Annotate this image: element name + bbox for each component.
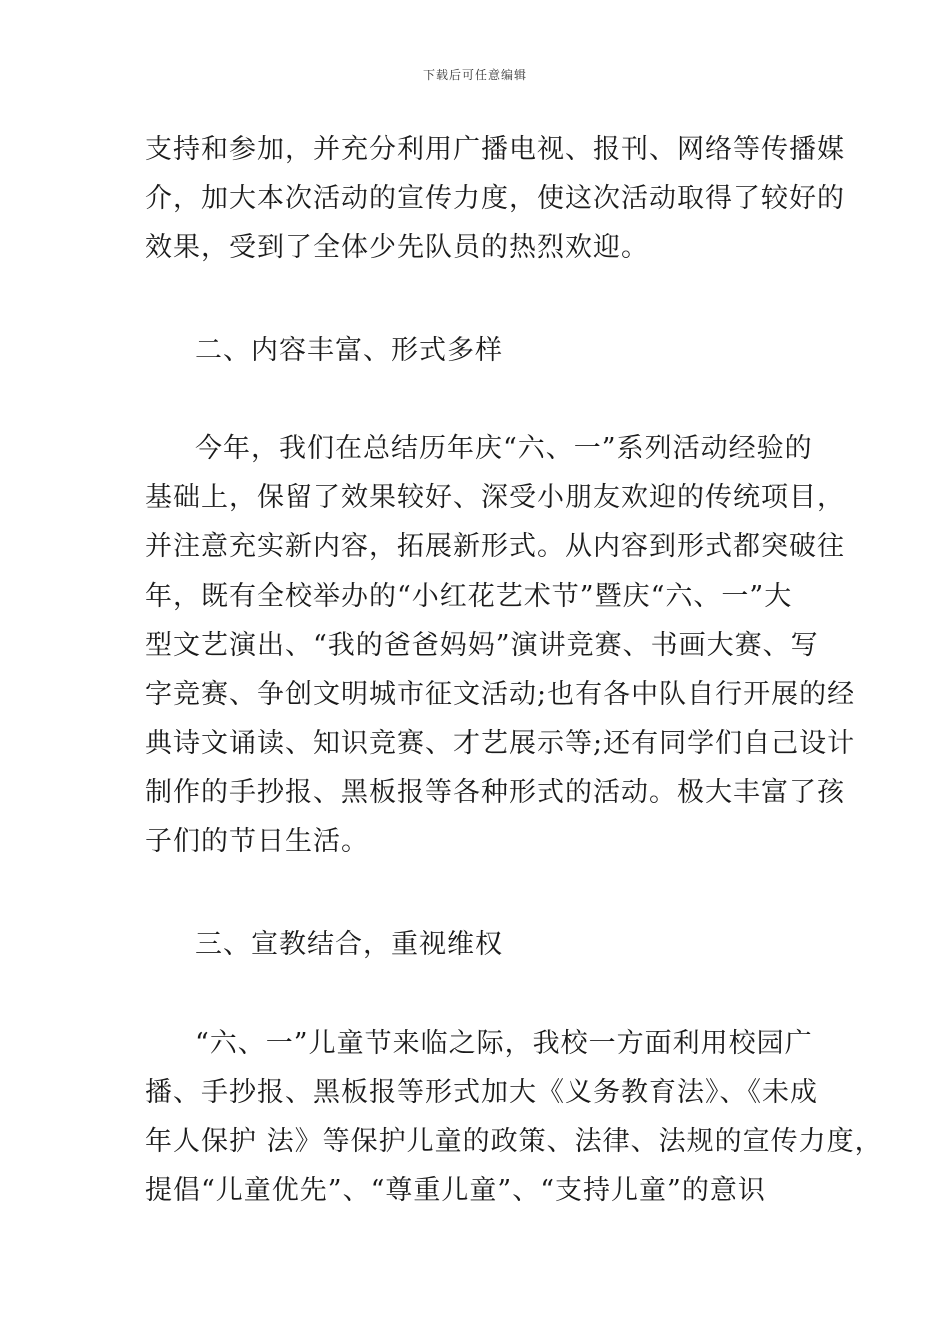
body-text-line: 基础上，保留了效果较好、深受小朋友欢迎的传统项目， xyxy=(145,482,845,513)
body-text-line: 提倡“儿童优先”、“尊重儿童”、“支持儿童”的意识 xyxy=(145,1175,766,1206)
body-text-line: 型文艺演出、“我的爸爸妈妈”演讲竞赛、书画大赛、写 xyxy=(145,630,819,661)
section-heading: 二、内容丰富、形式多样 xyxy=(195,335,503,366)
paragraph-first-line: 今年，我们在总结历年庆“六、一”系列活动经验的 xyxy=(195,433,813,464)
body-text-line: 效果，受到了全体少先队员的热烈欢迎。 xyxy=(145,232,649,263)
body-text-line: 年人保护 法》等保护儿童的政策、法律、法规的宣传力度， xyxy=(145,1126,883,1157)
body-text-line: 支持和参加，并充分利用广播电视、报刊、网络等传播媒 xyxy=(145,134,845,165)
body-text-line: 并注意充实新内容，拓展新形式。从内容到形式都突破往 xyxy=(145,531,845,562)
body-text-line: 年，既有全校举办的“小红花艺术节”暨庆“六、一”大 xyxy=(145,581,793,612)
section-heading: 三、宣教结合，重视维权 xyxy=(195,929,503,960)
page-header-note: 下载后可任意编辑 xyxy=(422,68,527,82)
body-text-line: 播、手抄报、黑板报等形式加大《义务教育法》、《未成 xyxy=(145,1077,818,1108)
body-text-line: 制作的手抄报、黑板报等各种形式的活动。极大丰富了孩 xyxy=(145,777,845,808)
body-text-line: 子们的节日生活。 xyxy=(145,826,369,857)
body-text-line: 典诗文诵读、知识竞赛、才艺展示等;还有同学们自己设计 xyxy=(145,728,856,759)
body-text-line: 介，加大本次活动的宣传力度，使这次活动取得了较好的 xyxy=(145,183,845,214)
body-text-line: 字竞赛、争创文明城市征文活动;也有各中队自行开展的经 xyxy=(145,679,856,710)
paragraph-first-line: “六、一”儿童节来临之际，我校一方面利用校园广 xyxy=(195,1028,813,1059)
